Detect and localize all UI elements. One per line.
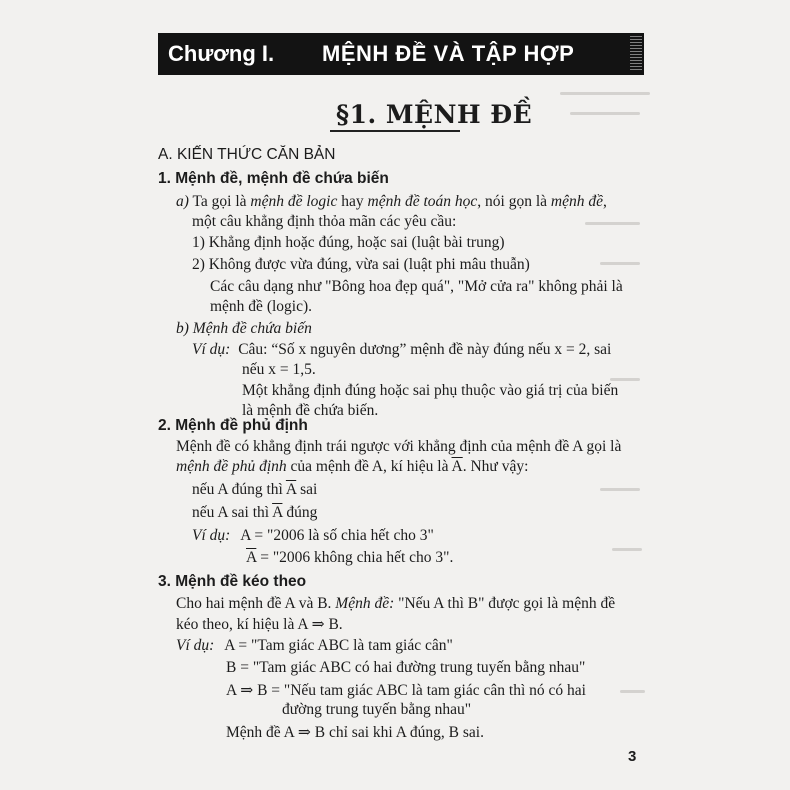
- s1-note2: mệnh đề (logic).: [210, 298, 313, 315]
- s1-example-line3: Một khẳng định đúng hoặc sai phụ thuộc vào giá trị của biến: [242, 382, 619, 399]
- s3-example-b: B = "Tam giác ABC có hai đường trung tuyến bằng nhau": [226, 659, 586, 676]
- s2-example-line2: $\overline{A}$ = "2006 không chia hết cho 3".: [246, 549, 454, 566]
- chapter-banner: [158, 33, 644, 75]
- s3-conclusion: Mệnh đề A ⇒ B chỉ sai khi A đúng, B sai.: [226, 724, 484, 741]
- s2-line1: Mệnh đề có khẳng định trái ngược với khẳng định của mệnh đề A gọi là: [176, 438, 622, 455]
- s1-example-line2: nếu x = 1,5.: [242, 361, 316, 378]
- s2-line3: nếu A đúng thì $\overline{A}$ sai: [192, 481, 318, 498]
- negation-symbol: $\overline{A}$: [246, 549, 257, 566]
- s1-example-line1: Ví dụ: Câu: “Số x nguyên dương” mệnh đề này đúng nếu x = 2, sai: [192, 341, 612, 358]
- s1-b-heading: b) Mệnh đề chứa biến: [176, 320, 312, 337]
- chapter-title: MỆNH ĐỀ VÀ TẬP HỢP: [322, 41, 575, 66]
- section-title-underline: [330, 130, 460, 132]
- example-label: Ví dụ:: [192, 341, 231, 358]
- s2-example-line1: Ví dụ: A = "2006 là số chia hết cho 3": [192, 527, 434, 544]
- s3-example-a: Ví dụ: A = "Tam giác ABC là tam giác cân": [176, 637, 453, 654]
- s2-line4: nếu A sai thì $\overline{A}$ đúng: [192, 504, 318, 521]
- heading-1: 1. Mệnh đề, mệnh đề chứa biến: [158, 170, 389, 187]
- s3-example-c2: đường trung tuyến bằng nhau": [282, 701, 472, 718]
- page-number: 3: [628, 748, 637, 765]
- negation-symbol: $\overline{A}$: [272, 504, 283, 521]
- part-a-heading: A. KIẾN THỨC CĂN BẢN: [158, 146, 336, 163]
- example-label: Ví dụ:: [176, 637, 215, 654]
- heading-2: 2. Mệnh đề phủ định: [158, 417, 308, 434]
- s1-example-line4: là mệnh đề chứa biến.: [242, 402, 379, 419]
- s1-a-line1: a) Ta gọi là mệnh đề logic hay mệnh đề toán học, nói gọn là mệnh đề,: [176, 193, 607, 210]
- s3-line2: kéo theo, kí hiệu là A ⇒ B.: [176, 616, 343, 633]
- s2-line2: mệnh đề phủ định của mệnh đề A, kí hiệu là $\overline{A}$. Như vậy:: [176, 458, 529, 475]
- s3-line1: Cho hai mệnh đề A và B. Mệnh đề: "Nếu A thì B" được gọi là mệnh đề: [176, 595, 616, 612]
- example-label: Ví dụ:: [192, 527, 231, 544]
- heading-3: 3. Mệnh đề kéo theo: [158, 573, 307, 590]
- negation-symbol: $\overline{A}$: [451, 458, 463, 475]
- s1-note1: Các câu dạng như "Bông hoa đẹp quá", "Mở cửa ra" không phải là: [210, 278, 623, 295]
- s1-a-label: a): [176, 193, 189, 210]
- s3-example-c1: A ⇒ B = "Nếu tam giác ABC là tam giác cân thì nó có hai: [226, 682, 586, 699]
- s1-item1: 1) Khẳng định hoặc đúng, hoặc sai (luật bài trung): [192, 234, 505, 251]
- s1-item2: 2) Không được vừa đúng, vừa sai (luật phi mâu thuẫn): [192, 256, 530, 273]
- chapter-label: Chương I.: [168, 41, 275, 66]
- section-title: §1. MỆNH ĐỀ: [336, 100, 533, 129]
- negation-symbol: $\overline{A}$: [285, 481, 297, 498]
- s1-a-line2: một câu khẳng định thỏa mãn các yêu cầu:: [192, 213, 457, 230]
- banner-edge-decoration: [630, 36, 642, 72]
